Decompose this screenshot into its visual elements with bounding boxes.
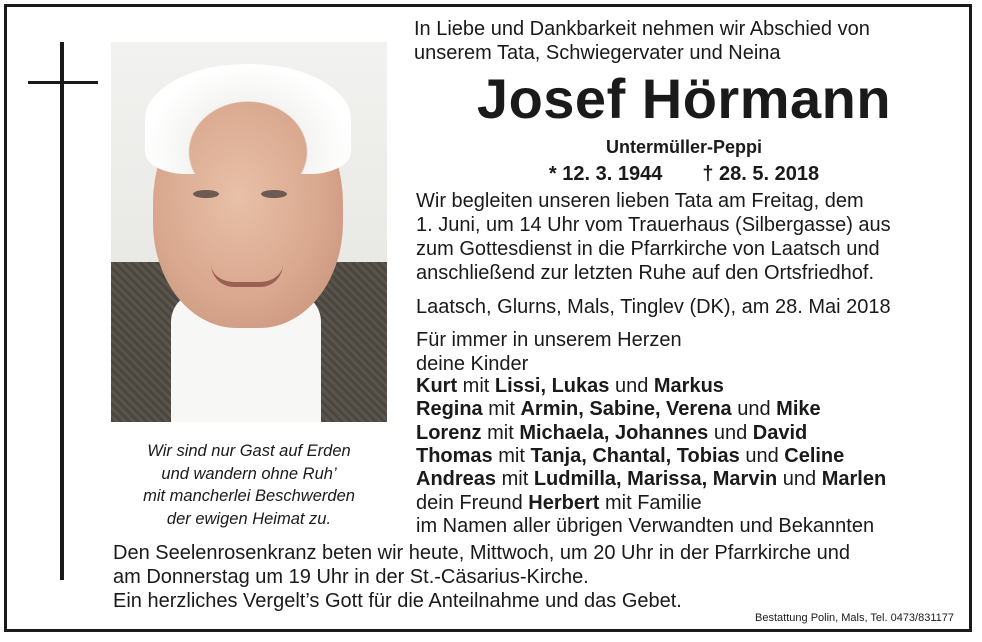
- nickname: Untermüller-Peppi: [605, 137, 763, 157]
- cross-icon-bar: [28, 81, 98, 84]
- birth-date: * 12. 3. 1944: [548, 163, 663, 185]
- family-name: Michaela, Johannes: [519, 421, 709, 444]
- family-connector: und: [609, 375, 654, 397]
- family-name: Marlen: [821, 468, 887, 491]
- intro-line: unserem Tata, Schwiegervater und Neina: [414, 42, 781, 64]
- family-connector: mit: [481, 421, 520, 444]
- family-connector: und: [777, 468, 822, 491]
- family-line: [416, 374, 724, 398]
- family-connector: mit: [492, 444, 531, 467]
- funeral-line: 1. Juni, um 14 Uhr vom Trauerhaus (Silbergasse) aus: [416, 214, 891, 236]
- family-name: Thomas: [416, 444, 493, 467]
- family-line: [416, 421, 807, 445]
- family-connector: mit: [496, 468, 534, 491]
- family-name: Kurt: [416, 375, 458, 397]
- family-line: [416, 397, 821, 421]
- funeral-line: zum Gottesdienst in die Pfarrkirche von Laatsch und: [416, 238, 880, 260]
- poem-line: Wir sind nur Gast auf Erden: [147, 442, 351, 460]
- thanks-line: Ein herzliches Vergelt’s Gott für die Anteilnahme und das Gebet.: [113, 590, 682, 612]
- family-connector: im Namen aller übrigen Verwandten und Bekannten: [416, 514, 875, 537]
- family-name: Lissi, Lukas: [494, 375, 610, 397]
- intro-line: In Liebe und Dankbarkeit nehmen wir Abschied von: [414, 18, 870, 40]
- family-intro: Für immer in unserem Herzen: [416, 329, 682, 351]
- deceased-name: Josef Hörmann: [476, 67, 892, 130]
- family-name: Regina: [416, 398, 483, 421]
- family-connector: mit Familie: [599, 491, 702, 514]
- family-name: Herbert: [528, 491, 600, 514]
- family-name: David: [752, 421, 808, 444]
- family-intro: deine Kinder: [416, 353, 529, 375]
- poem-line: der ewigen Heimat zu.: [166, 509, 332, 528]
- family-name: Lorenz: [416, 421, 482, 444]
- funeral-line: Wir begleiten unseren lieben Tata am Freitag, dem: [416, 190, 864, 212]
- portrait-photo: [111, 42, 387, 422]
- family-name: Ludmilla, Marissa, Marvin: [533, 468, 778, 491]
- undertaker-info: Bestattung Polin, Mals, Tel. 0473/831177: [755, 612, 954, 624]
- rosary-line: am Donnerstag um 19 Uhr in der St.-Cäsarius-Kirche.: [113, 566, 589, 588]
- family-line: [416, 467, 886, 491]
- family-name: Markus: [653, 375, 724, 397]
- family-name: Andreas: [416, 468, 497, 491]
- family-name: Tanja, Chantal, Tobias: [530, 444, 740, 467]
- family-connector: mit: [482, 398, 521, 421]
- place-date: Laatsch, Glurns, Mals, Tinglev (DK), am 28. Mai 2018: [416, 296, 891, 318]
- rosary-line: Den Seelenrosenkranz beten wir heute, Mittwoch, um 20 Uhr in der Pfarrkirche und: [113, 542, 851, 564]
- poem: [108, 440, 390, 530]
- life-dates: [400, 162, 968, 186]
- family-name: Armin, Sabine, Verena: [520, 398, 732, 421]
- poem-line: und wandern ohne Ruh’: [161, 464, 337, 483]
- poem-line: mit mancherlei Beschwerden: [143, 487, 355, 505]
- family-connector: und: [708, 421, 753, 444]
- funeral-line: anschließend zur letzten Ruhe auf den Ortsfriedhof.: [416, 262, 875, 284]
- family-name: Celine: [784, 444, 845, 467]
- family-connector: dein Freund: [416, 491, 529, 514]
- family-line: [416, 514, 874, 538]
- family-line: [416, 491, 702, 515]
- family-name: Mike: [776, 398, 821, 421]
- family-connector: und: [731, 398, 777, 421]
- death-date: † 28. 5. 2018: [702, 163, 820, 185]
- family-connector: und: [739, 444, 785, 467]
- family-line: [416, 444, 844, 468]
- family-connector: mit: [457, 375, 495, 397]
- cross-icon: [60, 42, 64, 580]
